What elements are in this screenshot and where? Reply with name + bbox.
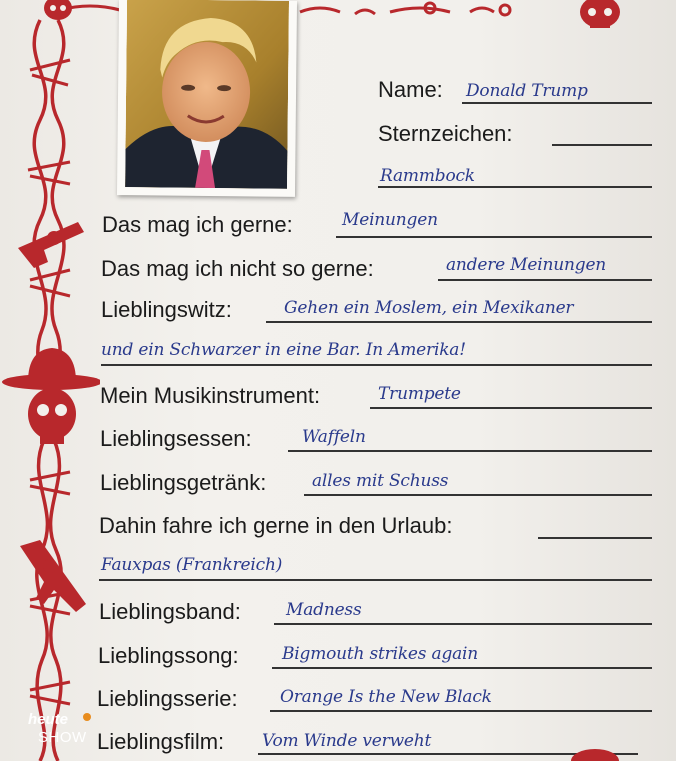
answer-line — [270, 710, 652, 712]
field-label-favorite-series: Lieblingsserie: — [97, 686, 238, 711]
cowboy-skull-icon — [2, 348, 100, 444]
field-answer-favorite-joke-cont: und ein Schwarzer in eine Bar. In Amerika! — [101, 340, 466, 360]
field-label-instrument: Mein Musikinstrument: — [100, 383, 321, 408]
answer-line — [266, 321, 652, 323]
field-answer-likes: Meinungen — [342, 210, 438, 230]
field-answer-instrument: Trumpete — [378, 384, 461, 404]
answer-line — [336, 236, 652, 238]
field-answer-favorite-series: Orange Is the New Black — [280, 687, 492, 707]
answer-line — [304, 494, 652, 496]
field-label-dislikes: Das mag ich nicht so gerne: — [101, 256, 374, 281]
field-label-sternzeichen: Sternzeichen: — [378, 121, 513, 146]
answer-line — [370, 407, 652, 409]
field-answer-favorite-joke: Gehen ein Moslem, ein Mexikaner — [284, 298, 574, 318]
revolver-icon-upper — [18, 222, 84, 268]
revolver-icon-lower — [20, 540, 86, 612]
field-answer-favorite-song: Bigmouth strikes again — [282, 644, 479, 664]
field-label-likes: Das mag ich gerne: — [102, 212, 293, 237]
field-answer-sternzeichen: Rammbock — [380, 166, 475, 186]
skull-icon-top-right — [580, 0, 620, 28]
field-label-favorite-food: Lieblingsessen: — [100, 426, 252, 451]
answer-line — [538, 537, 652, 539]
answer-line — [552, 144, 652, 146]
field-answer-favorite-food: Waffeln — [302, 427, 366, 447]
answer-line — [462, 102, 652, 104]
left-border-decoration — [0, 0, 100, 761]
field-label-favorite-band: Lieblingsband: — [99, 599, 241, 624]
portrait-illustration — [125, 0, 289, 189]
field-label-favorite-song: Lieblingssong: — [98, 643, 239, 668]
logo-text-heute: heute — [28, 711, 69, 728]
bottom-right-decoration — [570, 742, 620, 761]
field-answer-favorite-band: Madness — [286, 600, 362, 620]
field-answer-name: Donald Trump — [466, 81, 588, 101]
logo-text-show: SHOW — [38, 729, 87, 746]
field-label-favorite-joke: Lieblingswitz: — [101, 297, 232, 322]
field-label-favorite-drink: Lieblingsgetränk: — [100, 470, 267, 495]
portrait-frame — [117, 0, 297, 197]
logo-dot — [83, 713, 91, 721]
field-label-vacation: Dahin fahre ich gerne in den Urlaub: — [99, 513, 453, 538]
field-label-name: Name: — [378, 77, 443, 102]
field-answer-favorite-film: Vom Winde verweht — [262, 731, 432, 751]
field-answer-vacation: Fauxpas (Frankreich) — [101, 555, 283, 575]
answer-line — [288, 450, 652, 452]
answer-line — [274, 623, 652, 625]
top-border-decoration — [0, 0, 676, 40]
field-answer-favorite-drink: alles mit Schuss — [312, 471, 449, 491]
answer-line — [101, 364, 652, 366]
portrait-photo — [125, 0, 289, 189]
field-answer-dislikes: andere Meinungen — [446, 255, 607, 275]
field-label-favorite-film: Lieblingsfilm: — [97, 729, 225, 754]
answer-line — [99, 579, 652, 581]
answer-line — [272, 667, 652, 669]
heute-show-logo — [24, 709, 96, 749]
answer-line — [438, 279, 652, 281]
answer-line — [378, 186, 652, 188]
